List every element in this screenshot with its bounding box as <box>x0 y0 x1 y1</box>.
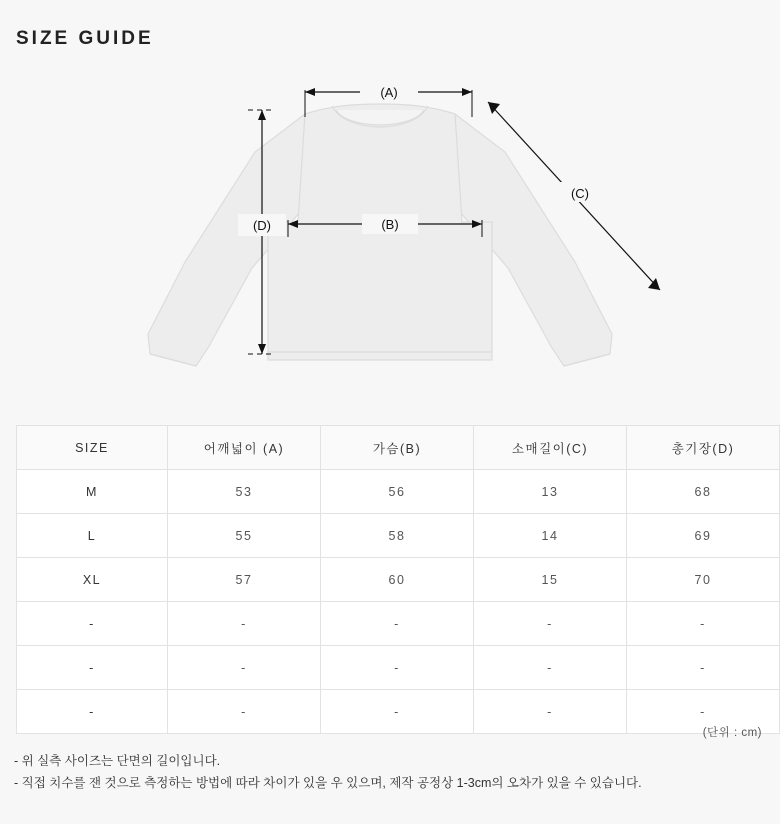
svg-text:(C): (C) <box>570 186 590 201</box>
cell-shoulder: - <box>168 646 321 690</box>
cell-shoulder: 55 <box>168 514 321 558</box>
cell-length: - <box>627 690 780 734</box>
cell-size: XL <box>17 558 168 602</box>
notes-section <box>14 750 770 794</box>
unit-note: (단위 : cm) <box>702 727 762 739</box>
cell-size: - <box>17 690 168 734</box>
size-table-container <box>16 425 764 734</box>
cell-length: 70 <box>627 558 780 602</box>
cell-size: L <box>17 514 168 558</box>
column-header-chest: 가슴(B) <box>321 426 474 470</box>
cell-size: - <box>17 646 168 690</box>
page-title: SIZE GUIDE <box>16 28 154 49</box>
garment-measurement-diagram <box>0 62 780 402</box>
svg-text:(B): (B) <box>381 217 399 232</box>
note-line: - 위 실측 사이즈는 단면의 길이입니다. <box>14 754 221 768</box>
cell-chest: 56 <box>321 470 474 514</box>
cell-size: M <box>17 470 168 514</box>
cell-shoulder: 53 <box>168 470 321 514</box>
cell-chest: 60 <box>321 558 474 602</box>
table-row <box>17 646 780 690</box>
cell-length: 69 <box>627 514 780 558</box>
column-header-length: 총기장(D) <box>627 426 780 470</box>
cell-sleeve: - <box>474 646 627 690</box>
cell-length: - <box>627 646 780 690</box>
table-row <box>17 470 780 514</box>
table-row <box>17 690 780 734</box>
cell-shoulder: - <box>168 602 321 646</box>
svg-text:(D): (D) <box>252 218 272 233</box>
column-header-size: SIZE <box>17 426 168 470</box>
cell-chest: - <box>321 602 474 646</box>
cell-sleeve: 15 <box>474 558 627 602</box>
size-table <box>16 425 780 734</box>
cell-shoulder: 57 <box>168 558 321 602</box>
cell-length: 68 <box>627 470 780 514</box>
column-header-shoulder: 어깨넓이 (A) <box>168 426 321 470</box>
cell-sleeve: - <box>474 690 627 734</box>
svg-text:(A): (A) <box>380 85 398 100</box>
cell-sleeve: - <box>474 602 627 646</box>
table-row <box>17 602 780 646</box>
cell-chest: 58 <box>321 514 474 558</box>
cell-length: - <box>627 602 780 646</box>
cell-sleeve: 14 <box>474 514 627 558</box>
cell-chest: - <box>321 646 474 690</box>
note-line: - 직접 치수를 잰 것으로 측정하는 방법에 따라 차이가 있을 우 있으며, 제작 공정상 1-3cm의 오차가 있을 수 있습니다. <box>14 776 642 790</box>
cell-sleeve: 13 <box>474 470 627 514</box>
table-row <box>17 558 780 602</box>
cell-shoulder: - <box>168 690 321 734</box>
column-header-sleeve: 소매길이(C) <box>474 426 627 470</box>
table-header-row <box>17 426 780 470</box>
table-row <box>17 514 780 558</box>
cell-chest: - <box>321 690 474 734</box>
cell-size: - <box>17 602 168 646</box>
